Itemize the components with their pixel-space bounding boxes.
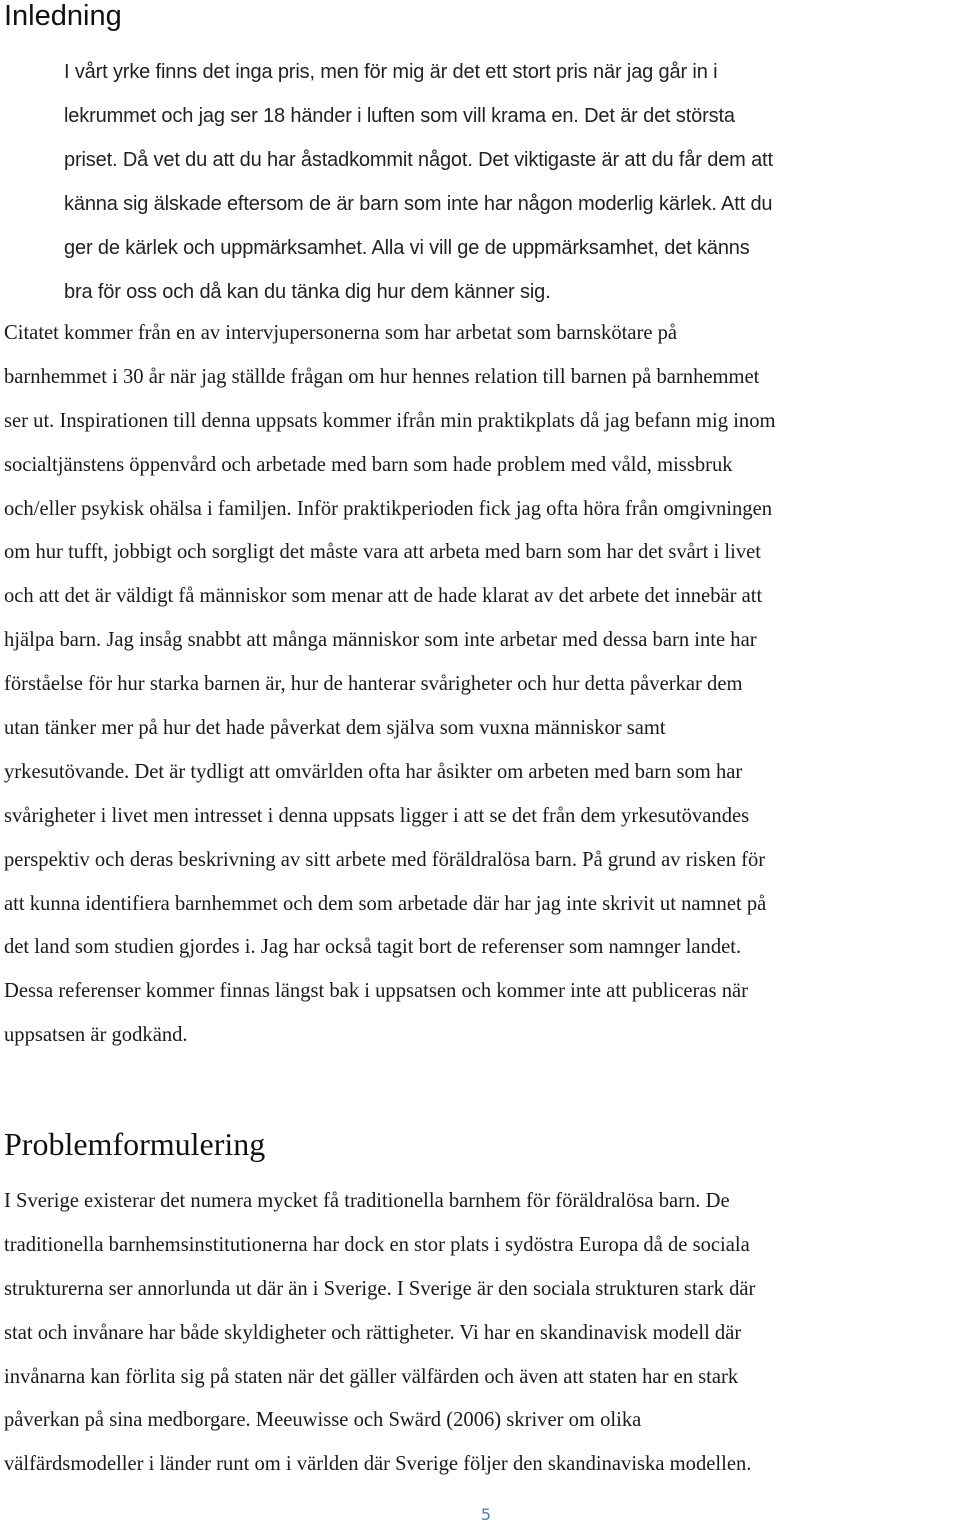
- paragraph-line: Citatet kommer från en av intervjupersonerna som har arbetat som barnskötare på: [4, 322, 678, 344]
- paragraph-line: det land som studien gjordes i. Jag har också tagit bort de referenser som namnger landet.: [4, 936, 742, 959]
- paragraph-line: att kunna identifiera barnhemmet och dem som arbetade där har jag inte skrivit ut namnet på: [4, 892, 767, 915]
- heading-problemformulering: Problemformulering: [4, 1126, 266, 1162]
- paragraph-line: uppsatsen är godkänd.: [4, 1024, 188, 1047]
- paragraph-line: förståelse för hur starka barnen är, hur de hanterar svårigheter och hur detta påverkar dem: [4, 673, 743, 696]
- paragraph-line: stat och invånare har både skyldigheter och rättigheter. Vi har en skandinavisk modell där: [4, 1321, 742, 1344]
- paragraph-line: barnhemmet i 30 år när jag ställde frågan om hur hennes relation till barnen på barnhemmet: [4, 365, 760, 388]
- paragraph-line: traditionella barnhemsinstitutionerna har dock en stor plats i sydöstra Europa då de sociala: [4, 1233, 750, 1256]
- heading-inledning: Inledning: [4, 0, 122, 32]
- quote-line: I vårt yrke finns det inga pris, men för mig är det ett stort pris när jag går in i: [64, 61, 718, 83]
- paragraph-line: Dessa referenser kommer finnas längst bak i uppsatsen och kommer inte att publiceras när: [4, 980, 748, 1003]
- paragraph-line: påverkan på sina medborgare. Meeuwisse och Swärd (2006) skriver om olika: [4, 1409, 642, 1432]
- paragraph-line: och/eller psykisk ohälsa i familjen. Inför praktikperioden fick jag ofta höra från omgivningen: [4, 497, 773, 520]
- paragraph-line: svårigheter i livet men intresset i denna uppsats ligger i att se det från dem yrkesutövandes: [4, 804, 750, 827]
- paragraph-line: välfärdsmodeller i länder runt om i världen där Sverige följer den skandinaviska modellen.: [4, 1453, 752, 1476]
- paragraph-line: om hur tufft, jobbigt och sorgligt det måste vara att arbeta med barn som har det svårt i livet: [4, 541, 762, 564]
- paragraph-line: yrkesutövande. Det är tydligt att omvärlden ofta har åsikter om arbeten med barn som har: [4, 760, 743, 783]
- page-number: 5: [480, 1505, 492, 1524]
- paragraph-line: perspektiv och deras beskrivning av sitt arbete med föräldralösa barn. På grund av risken för: [4, 848, 766, 871]
- paragraph-line: I Sverige existerar det numera mycket få traditionella barnhem för föräldralösa barn. De: [4, 1190, 730, 1212]
- quote-line: lekrummet och jag ser 18 händer i luften som vill krama en. Det är det största: [64, 105, 735, 127]
- quote-line: bra för oss och då kan du tänka dig hur dem känner sig.: [64, 281, 551, 303]
- paragraph-problemformulering: [4, 1180, 960, 1487]
- quote-line: priset. Då vet du att du har åstadkommit något. Det viktigaste är att du får dem att: [64, 149, 773, 171]
- paragraph-line: strukturerna ser annorlunda ut där än i Sverige. I Sverige är den sociala strukturen stark där: [4, 1277, 756, 1300]
- paragraph-line: utan tänker mer på hur det hade påverkat dem själva som vuxna människor samt: [4, 717, 666, 740]
- paragraph-line: och att det är väldigt få människor som menar att de hade klarat av det arbete det innebär att: [4, 585, 763, 608]
- quote-line: ger de kärlek och uppmärksamhet. Alla vi vill ge de uppmärksamhet, det känns: [64, 237, 750, 259]
- paragraph-line: ser ut. Inspirationen till denna uppsats kommer ifrån min praktikplats då jag befann mig inom: [4, 409, 776, 432]
- paragraph-line: hjälpa barn. Jag insåg snabbt att många människor som inte arbetar med dessa barn inte har: [4, 629, 757, 652]
- paragraph-line: invånarna kan förlita sig på staten när det gäller välfärden och även att staten har en stark: [4, 1365, 739, 1388]
- paragraph-inledning: [4, 312, 960, 1058]
- paragraph-line: socialtjänstens öppenvård och arbetade med barn som hade problem med våld, missbruk: [4, 453, 733, 476]
- intro-quote: [64, 50, 924, 314]
- quote-line: känna sig älskade eftersom de är barn som inte har någon moderlig kärlek. Att du: [64, 193, 773, 215]
